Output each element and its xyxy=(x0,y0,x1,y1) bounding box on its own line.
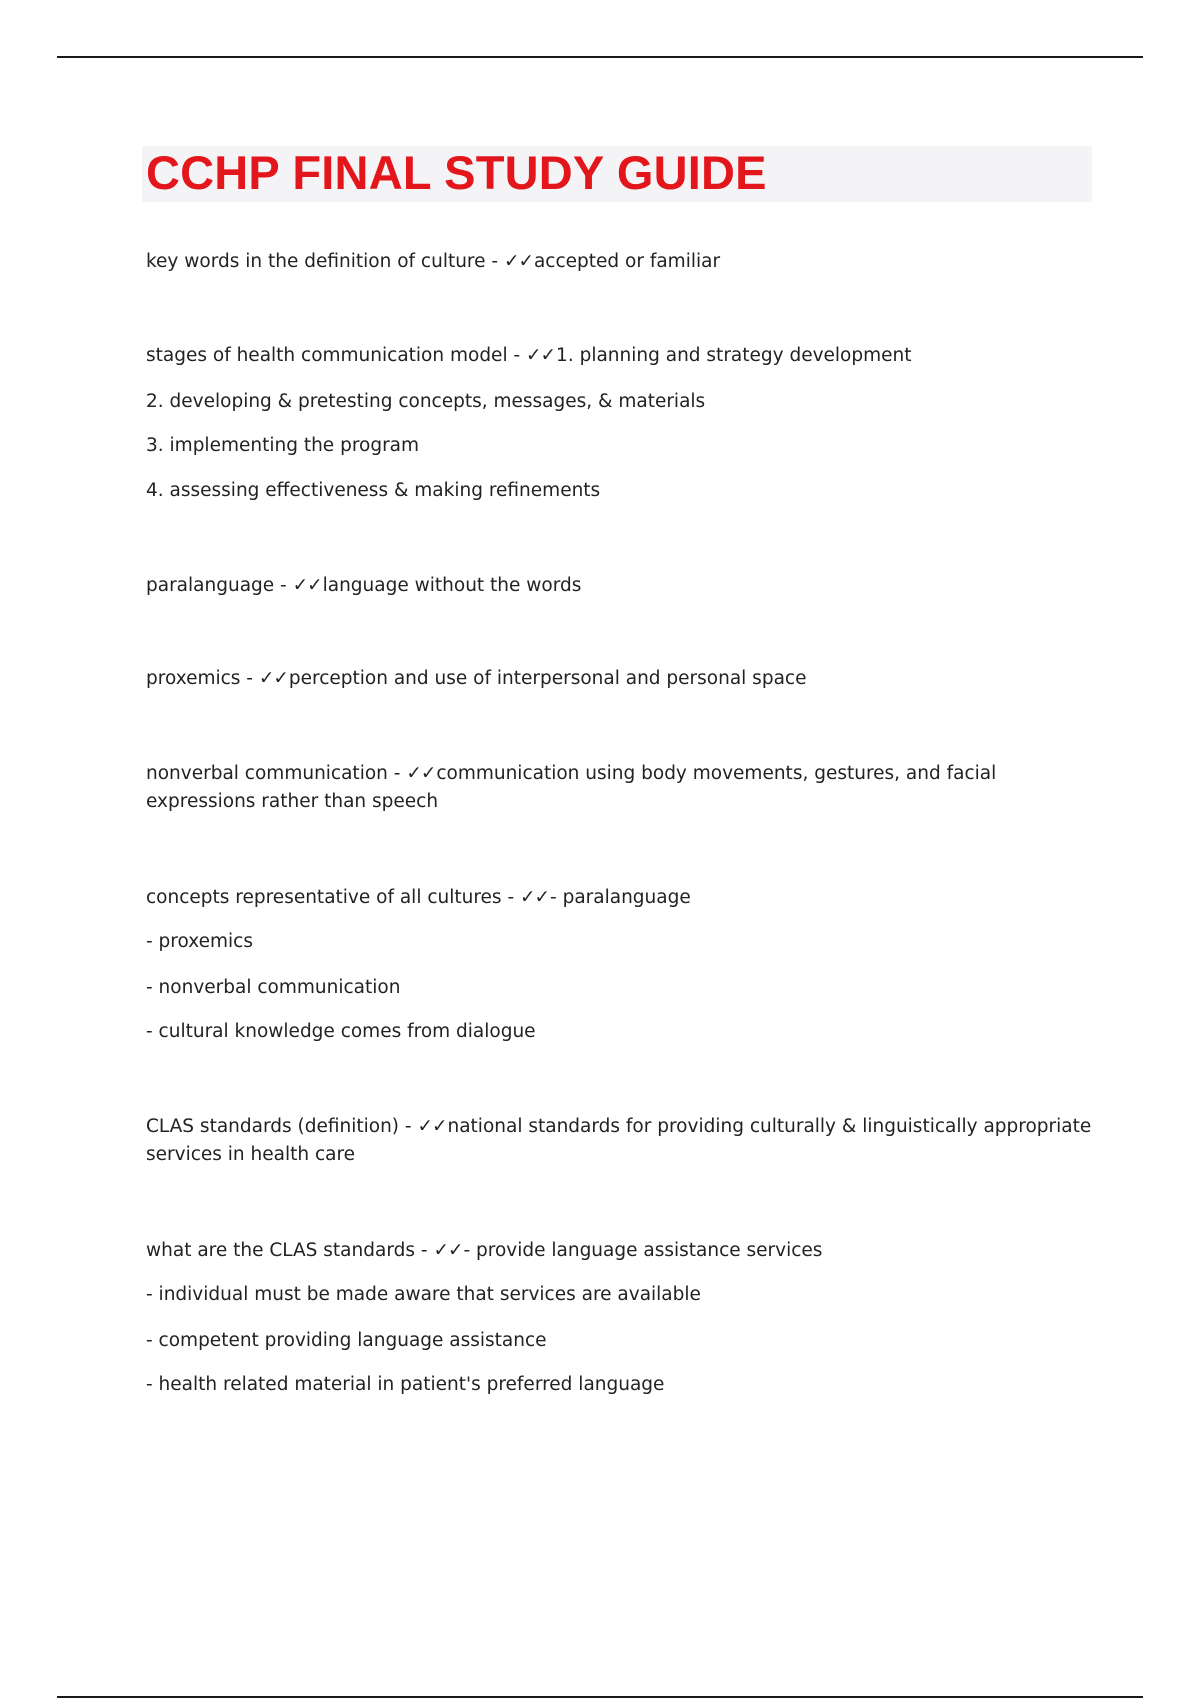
entry-health-communication-stages xyxy=(146,342,1096,370)
header-rule xyxy=(57,56,1143,58)
continuation-line: 4. assessing effectiveness & making refinements xyxy=(146,480,601,501)
continuation-line: - nonverbal communication xyxy=(146,977,401,998)
continuation-line: 2. developing & pretesting concepts, messages, & materials xyxy=(146,391,706,412)
entry-nonverbal-communication xyxy=(146,760,1096,816)
entry-concepts-all-cultures xyxy=(146,884,1096,912)
double-check-icon: ✓✓ xyxy=(526,345,556,366)
double-check-icon: ✓✓ xyxy=(417,1116,447,1137)
term: nonverbal communication - xyxy=(146,763,407,784)
term: stages of health communication model - xyxy=(146,345,527,366)
continuation-line: - proxemics xyxy=(146,931,253,952)
answer: - provide language assistance services xyxy=(463,1240,823,1261)
entry-key-words-culture xyxy=(146,248,1096,276)
continuation-line: - health related material in patient's preferred language xyxy=(146,1374,665,1395)
term: key words in the definition of culture - xyxy=(146,251,504,272)
answer: language without the words xyxy=(322,575,582,596)
entry-clas-standards xyxy=(146,1237,1096,1265)
double-check-icon: ✓✓ xyxy=(520,887,550,908)
term: concepts representative of all cultures - xyxy=(146,887,521,908)
term: what are the CLAS standards - xyxy=(146,1240,434,1261)
double-check-icon: ✓✓ xyxy=(406,763,436,784)
answer: national standards for providing culturally & linguistically appropriate services in health care xyxy=(146,1116,1092,1165)
term: proxemics - xyxy=(146,668,259,689)
answer: perception and use of interpersonal and personal space xyxy=(288,668,807,689)
double-check-icon: ✓✓ xyxy=(258,668,288,689)
entry-proxemics xyxy=(146,665,1096,693)
continuation-line: - competent providing language assistance xyxy=(146,1330,547,1351)
answer: accepted or familiar xyxy=(533,251,721,272)
answer: 1. planning and strategy development xyxy=(556,345,912,366)
entry-clas-definition xyxy=(146,1113,1096,1169)
continuation-line: 3. implementing the program xyxy=(146,435,420,456)
footer-rule xyxy=(57,1696,1143,1698)
answer: communication using body movements, gestures, and facial expressions rather than speech xyxy=(146,763,997,812)
double-check-icon: ✓✓ xyxy=(503,251,533,272)
entry-paralanguage xyxy=(146,572,1096,600)
term: CLAS standards (definition) - xyxy=(146,1116,418,1137)
answer: - paralanguage xyxy=(550,887,691,908)
continuation-line: - cultural knowledge comes from dialogue xyxy=(146,1021,536,1042)
term: paralanguage - xyxy=(146,575,293,596)
continuation-line: - individual must be made aware that services are available xyxy=(146,1284,701,1305)
double-check-icon: ✓✓ xyxy=(292,575,322,596)
double-check-icon: ✓✓ xyxy=(433,1240,463,1261)
document-title: CCHP FINAL STUDY GUIDE xyxy=(146,146,767,199)
